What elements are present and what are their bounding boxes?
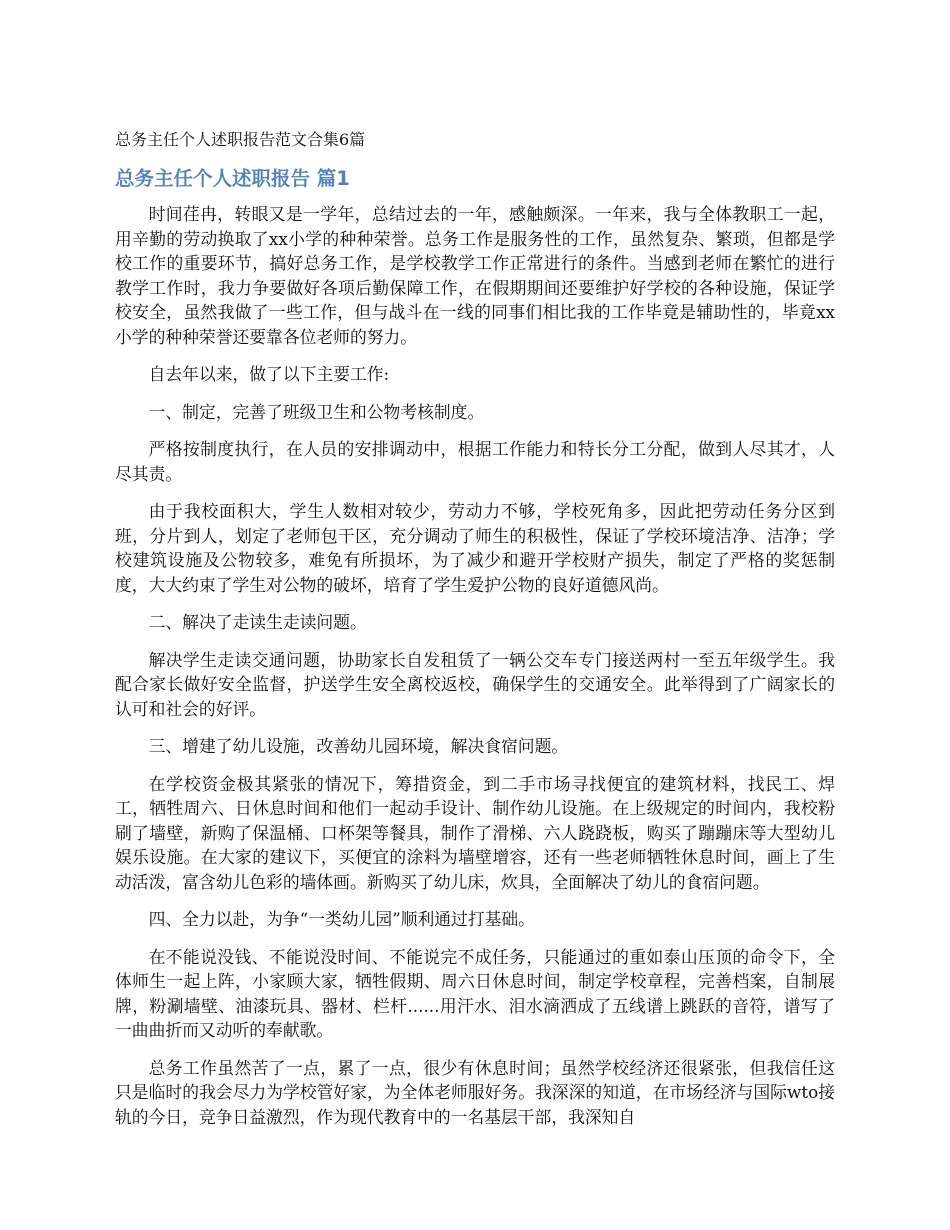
paragraph: 解决学生走读交通问题，协助家长自发租赁了一辆公交车专门接送两村一至五年级学生。我配合家长做好安全监督，护送学生安全离校返校，确保学生的交通安全。此举得到了广阔家长的认可和社会的好评。	[115, 649, 835, 719]
paragraph: 严格按制度执行，在人员的安排调动中，根据工作能力和特长分工分配，做到人尽其才，人尽其责。	[115, 439, 835, 484]
paragraph: 自去年以来，做了以下主要工作:	[148, 364, 390, 384]
paragraph: 一、制定，完善了班级卫生和公物考核制度。	[148, 401, 485, 422]
document-title: 总务主任个人述职报告范文合集6篇	[115, 130, 366, 149]
paragraph: 总务工作虽然苦了一点，累了一点，很少有休息时间；虽然学校经济还很紧张，但我信任这只是临时的我会尽力为学校管好家，为全体老师服好务。我深深的知道，在市场经济与国际wto接轨的今日，竞争日益激烈，作为现代教育中的一名基层干部，我深知自	[115, 1057, 835, 1127]
paragraph: 在学校资金极其紧张的情况下，筹措资金，到二手市场寻找便宜的建筑材料，找民工、焊工，牺牲周六、日休息时间和他们一起动手设计、制作幼儿设施。在上级规定的时间内，我校粉刷了墙壁，新购了保温桶、口杯架等餐具，制作了滑梯、六人跷跷板，购买了蹦蹦床等大型幼儿娱乐设施。在大家的建议下，买便宜的涂料为墙壁增容，还有一些老师牺牲休息时间，画上了生动活泼，富含幼儿色彩的墙体画。新购买了幼儿床，炊具，全面解决了幼儿的食宿问题。	[115, 773, 835, 892]
paragraph: 四、全力以赴，为争“一类幼儿园”顺利通过打基础。	[148, 909, 535, 929]
paragraph: 二、解决了走读生走读问题。	[148, 612, 367, 632]
paragraph: 时间荏冉，转眼又是一学年，总结过去的一年，感触颇深。一年来，我与全体教职工一起，用辛勤的劳动换取了xx小学的种种荣誉。总务工作是服务性的工作，虽然复杂、繁琐，但都是学校工作的重要环节，搞好总务工作，是学校教学工作正常进行的条件。当感到老师在繁忙的进行教学工作时，我力争要做好各项后勤保障工作，在假期期间还要维护好学校的各种设施，保证学校安全，虽然我做了一些工作，但与战斗在一线的同事们相比我的工作毕竟是辅助性的，毕竟xx小学的种种荣誉还要靠各位老师的努力。	[115, 204, 835, 347]
paragraph: 三、增建了幼儿设施，改善幼儿园环境，解决食宿问题。	[148, 736, 569, 756]
paragraph: 由于我校面积大，学生人数相对较少，劳动力不够，学校死角多，因此把劳动任务分区到班，分片到人，划定了老师包干区，充分调动了师生的积极性，保证了学校环境洁净、洁净；学校建筑设施及公物较多，难免有所损坏，为了减少和避开学校财产损失，制定了严格的奖惩制度，大大约束了学生对公物的破坏，培育了学生爱护公物的良好道德风尚。	[115, 501, 835, 595]
document-body	[115, 202, 835, 1142]
paragraph: 在不能说没钱、不能说没时间、不能说完不成任务，只能通过的重如泰山压顶的命令下，全体师生一起上阵，小家顾大家，牺牲假期、周六日休息时间，制定学校章程，完善档案，自制展牌，粉涮墙壁、油漆玩具、器材、栏杆......用汗水、泪水滴洒成了五线谱上跳跃的音符，谱写了一曲曲折而又动听的奉献歌。	[115, 946, 835, 1040]
section-heading: 总务主任个人述职报告 篇1	[115, 167, 350, 190]
